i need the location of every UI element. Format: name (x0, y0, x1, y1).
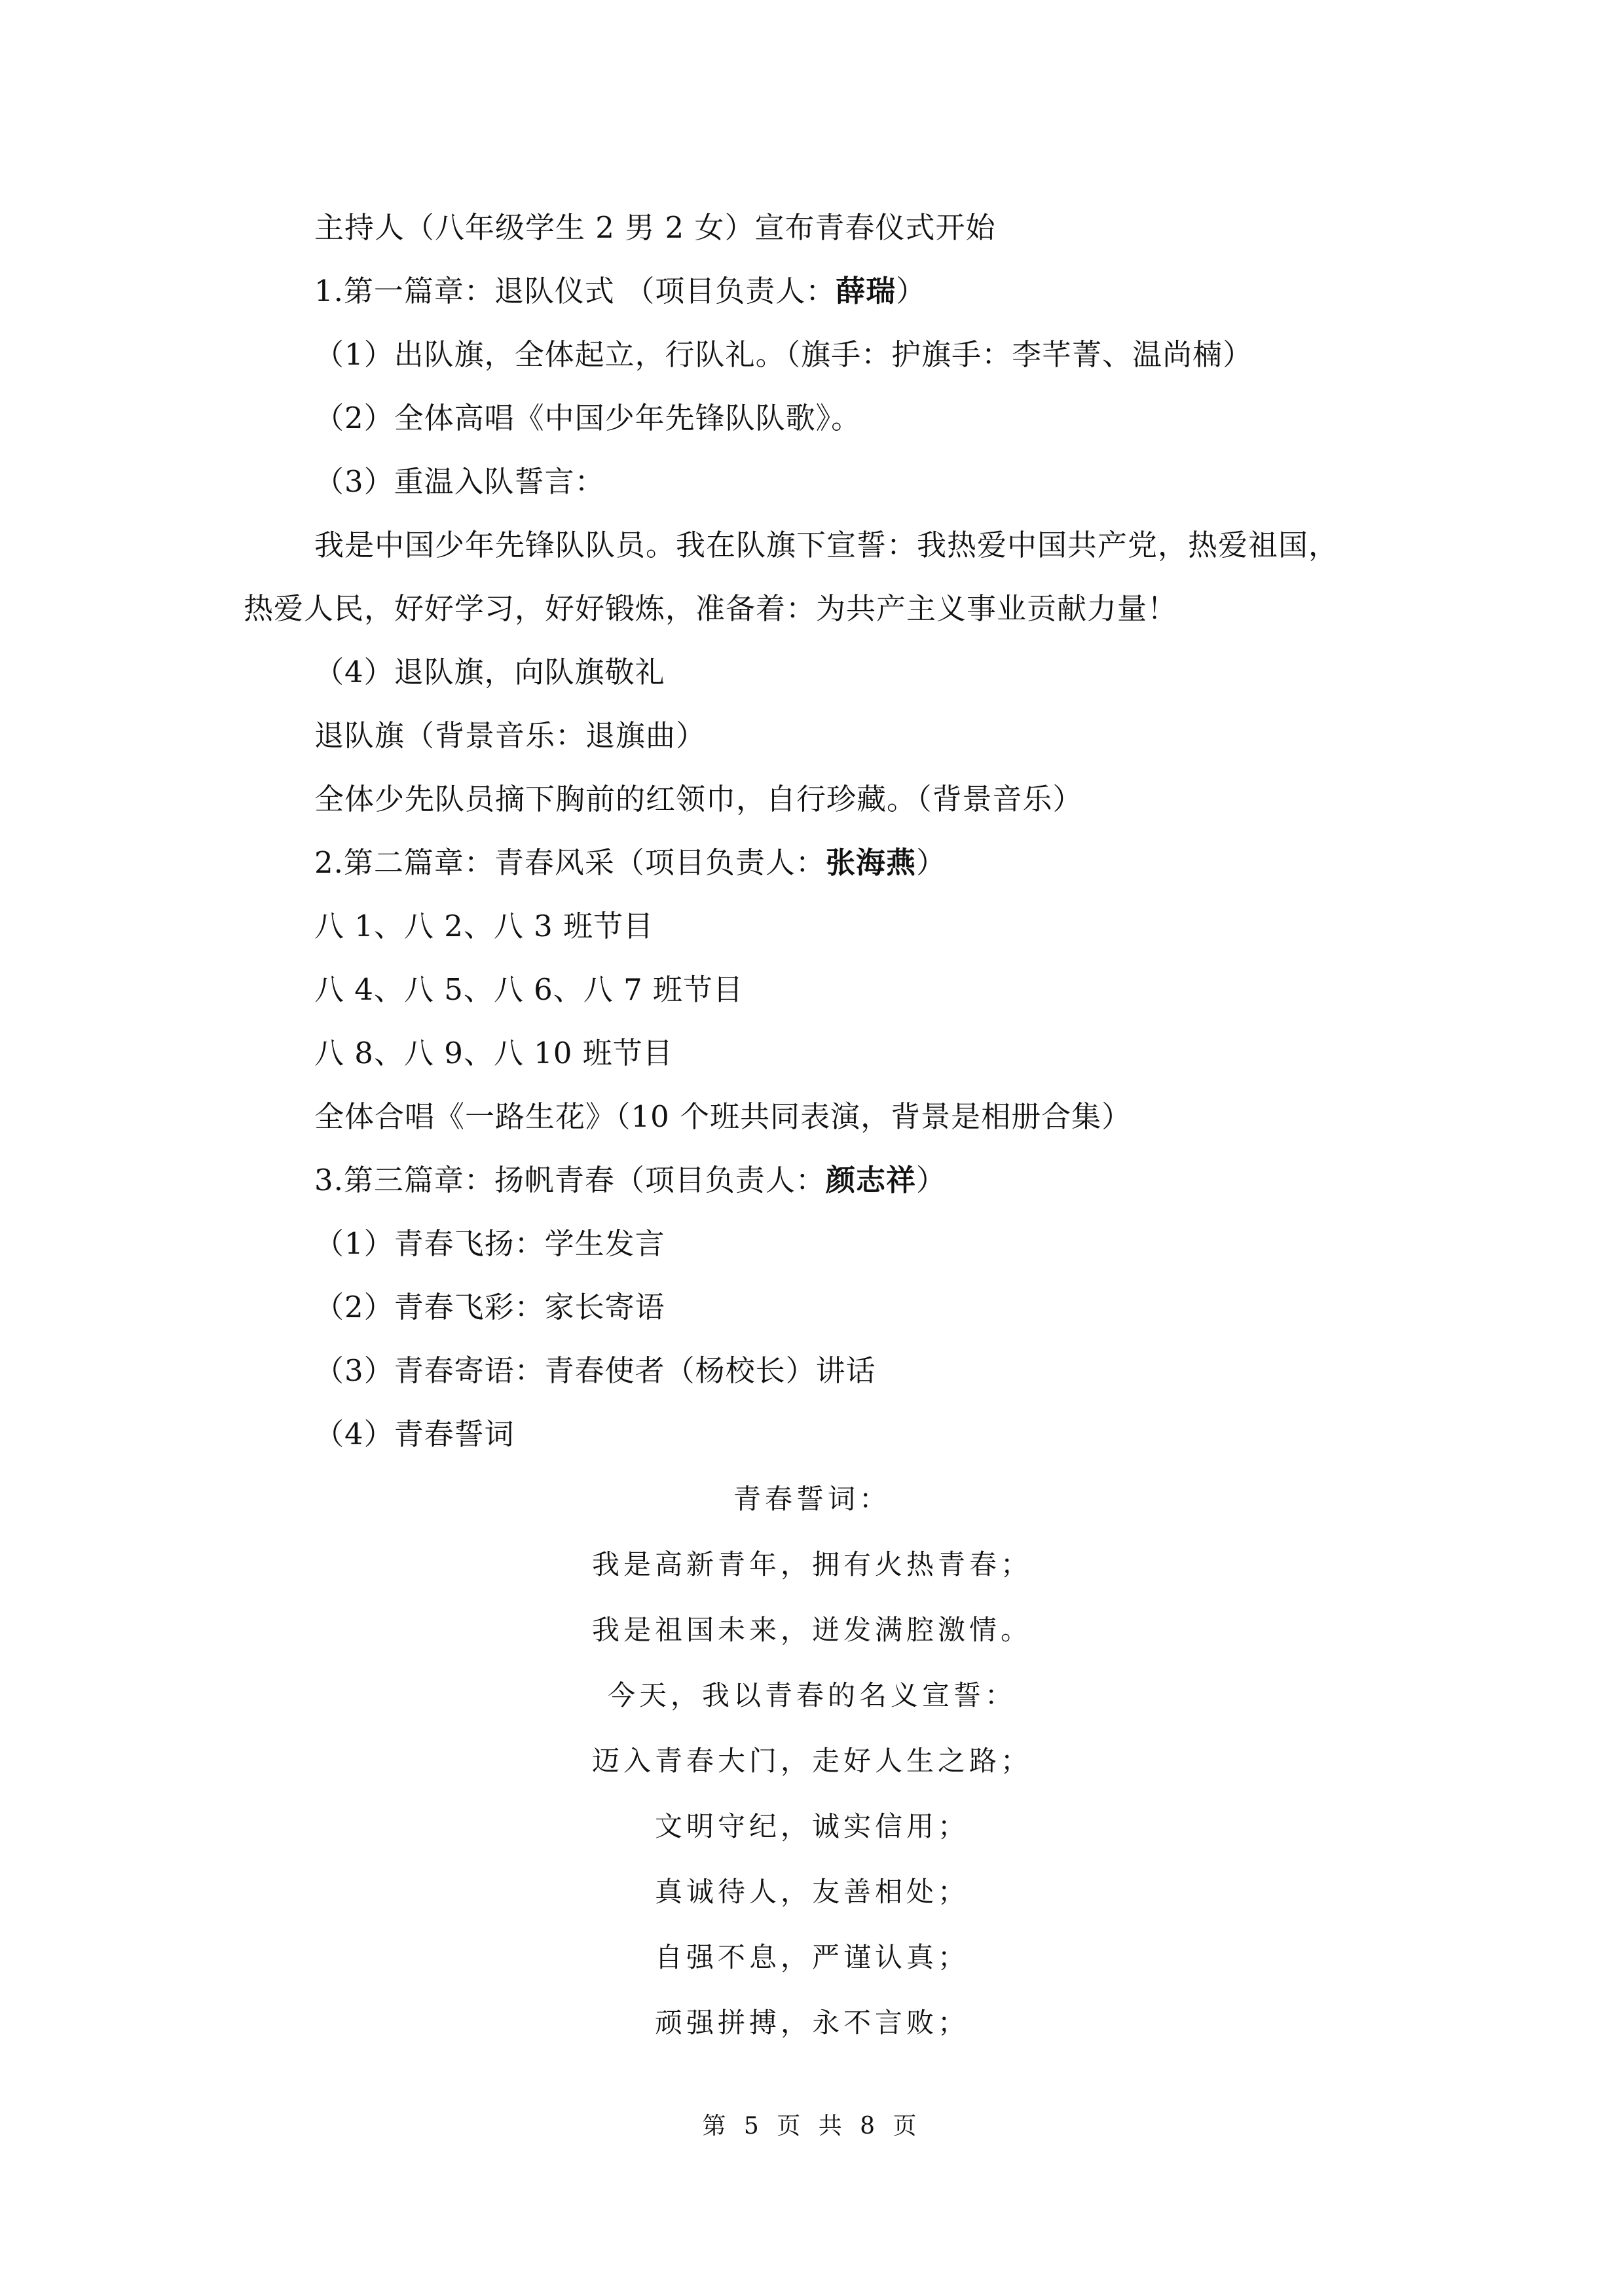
oath-line-4: 迈入青春大门，走好人生之路； (591, 1745, 1032, 1777)
chapter-3-item-1: （1）青春飞扬：学生发言 (314, 1226, 665, 1261)
chorus-line: 全体合唱《一路生花》（10 个班共同表演，背景是相册合集） (314, 1099, 1132, 1134)
chapter-1-item-1: （1）出队旗，全体起立，行队礼。（旗手：护旗手：李芊菁、温尚楠） (314, 337, 1253, 372)
chapter-2-title: 2.第二篇章：青春风采（项目负责人： (314, 845, 826, 880)
chapter-2-leader: 张海燕 (825, 845, 916, 880)
chapter-3-item-3: （3）青春寄语：青春使者（杨校长）讲话 (314, 1353, 876, 1388)
chapter-1-item-3: （3）重温入队誓言： (314, 464, 605, 499)
oath-title: 青春誓词： (733, 1483, 891, 1515)
pledge-line-2: 热爱人民，好好学习，好好锻炼，准备着：为共产主义事业贡献力量！ (244, 591, 1178, 626)
program-row-1: 八 1、八 2、八 3 班节目 (314, 909, 654, 943)
oath-line-2: 我是祖国未来，迸发满腔激情。 (591, 1614, 1032, 1646)
chapter-3-item-4: （4）青春誓词 (314, 1417, 515, 1451)
chapter-1-item-4: （4）退队旗，向队旗敬礼 (314, 655, 665, 689)
program-row-3: 八 8、八 9、八 10 班节目 (314, 1036, 673, 1070)
oath-line-6: 真诚待人，友善相处； (654, 1876, 969, 1908)
chapter-1-title: 1.第一篇章：退队仪式 （项目负责人： (314, 274, 836, 308)
oath-line-5: 文明守纪，诚实信用； (654, 1810, 969, 1842)
chapter-1-leader: 薛瑞 (836, 274, 896, 308)
pledge-line-1: 我是中国少年先锋队队员。我在队旗下宣誓：我热爱中国共产党，热爱祖国， (314, 528, 1339, 562)
page-number-footer: 第 5 页 共 8 页 (702, 2113, 922, 2140)
chapter-3-close: ） (915, 1163, 946, 1197)
chapter-3-title: 3.第三篇章：扬帆青春（项目负责人： (314, 1163, 826, 1197)
scarf-line: 全体少先队员摘下胸前的红领巾，自行珍藏。（背景音乐） (314, 782, 1083, 816)
chapter-3-heading (314, 1161, 946, 1200)
chapter-2-heading (314, 843, 946, 883)
chapter-1-heading (314, 272, 926, 311)
chapter-3-item-2: （2）青春飞彩：家长寄语 (314, 1290, 665, 1324)
chapter-1-close: ） (896, 274, 927, 308)
chapter-3-leader: 颜志祥 (825, 1163, 916, 1197)
flag-retire-line: 退队旗（背景音乐：退旗曲） (314, 718, 707, 753)
chapter-1-item-2: （2）全体高唱《中国少年先锋队队歌》。 (314, 401, 862, 435)
oath-line-1: 我是高新青年，拥有火热青春； (591, 1548, 1032, 1580)
program-row-2: 八 4、八 5、八 6、八 7 班节目 (314, 972, 744, 1007)
oath-line-3: 今天，我以青春的名义宣誓： (607, 1679, 1016, 1711)
chapter-2-close: ） (915, 845, 946, 880)
opening-line: 主持人（八年级学生 2 男 2 女）宣布青春仪式开始 (314, 210, 996, 245)
oath-line-8: 顽强拼搏，永不言败； (654, 2007, 969, 2039)
oath-line-7: 自强不息，严谨认真； (654, 1941, 969, 1973)
